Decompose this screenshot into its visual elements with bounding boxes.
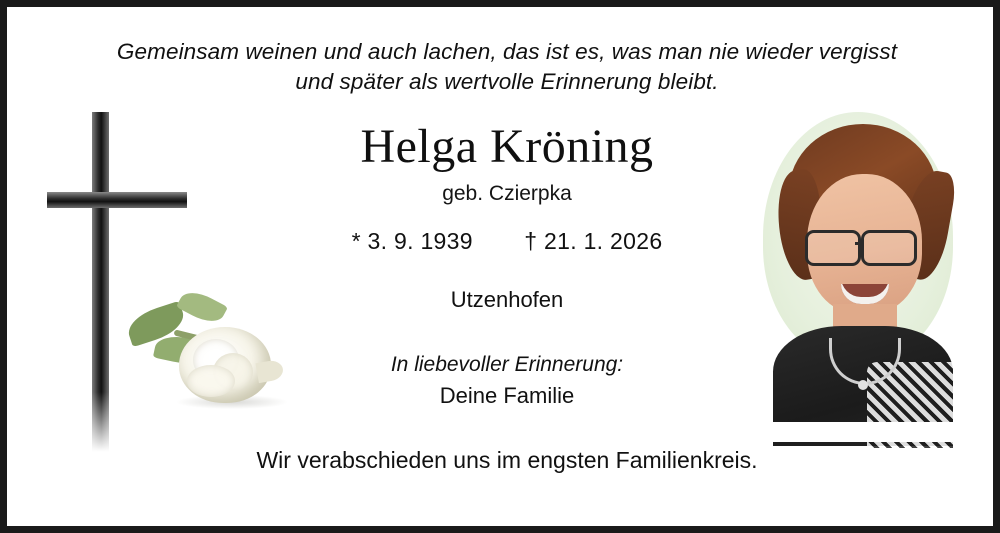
memorial-quote [7, 37, 1000, 98]
life-dates [247, 228, 767, 255]
necklace-pendant [858, 380, 868, 390]
death-date: † 21. 1. 2026 [524, 228, 663, 255]
maiden-name: geb. Czierpka [442, 182, 572, 206]
portrait-photo [755, 112, 965, 442]
quote-line-1: Gemeinsam weinen und auch lachen, das ist es, was man nie wieder vergisst [116, 39, 898, 64]
cross-horizontal-bar [47, 192, 187, 208]
farewell-note: Wir verabschieden uns im engsten Familienkreis. [256, 447, 758, 473]
birth-date: * 3. 9. 1939 [351, 228, 473, 255]
deceased-name: Helga Kröning [360, 120, 654, 173]
family-line: Deine Familie [439, 383, 575, 409]
glasses-icon [805, 230, 861, 266]
place-name: Utzenhofen [450, 287, 564, 313]
quote-line-2: und später als wertvolle Erinnerung bleibt. [295, 69, 719, 95]
memory-line: In liebevoller Erinnerung: [390, 353, 624, 377]
deceased-details [247, 122, 767, 409]
glasses-bridge [855, 242, 863, 245]
rose-petal [187, 365, 235, 397]
rose-leaf-icon [176, 286, 228, 329]
glasses-icon [861, 230, 917, 266]
portrait-bottom-mask [755, 422, 965, 442]
